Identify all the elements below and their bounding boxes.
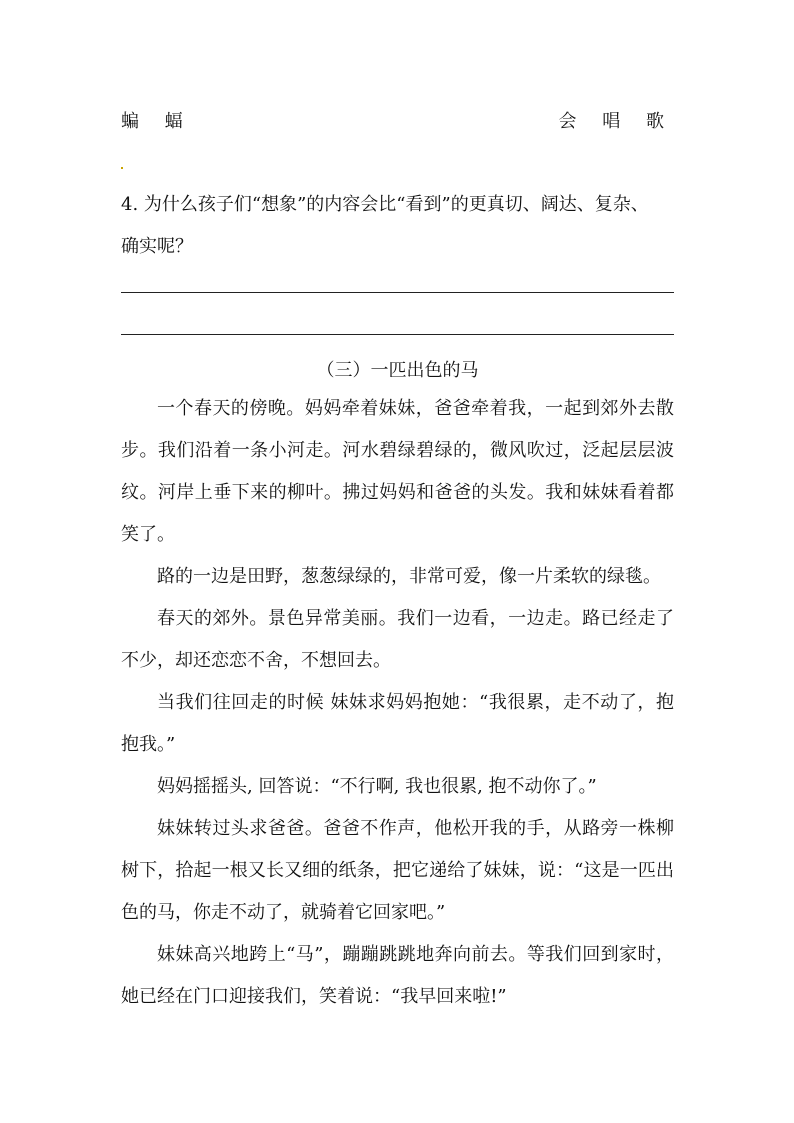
question-4-line-2: 确实呢？ (121, 236, 193, 257)
section-title: （三）一匹出色的马 (316, 360, 479, 381)
answer-line-2[interactable] (121, 334, 674, 335)
paragraph-5: 妈妈摇摇头, 回答说：“不行啊, 我也很累, 抱不动你了。” (157, 776, 597, 797)
word-row (121, 107, 674, 133)
paragraph-2: 路的一边是田野，葱葱绿绿的，非常可爱，像一片柔软的绿毯。 (157, 566, 661, 587)
answer-line-1[interactable] (121, 292, 674, 293)
paragraph-6: 妹妹转过头求爸爸。爸爸不作声，他松开我的手，从路旁一株柳树下，拾起一根又长又细的纸条，把它递给了妹妹，说：“这是一匹出色的马，你走不动了，就骑着它回家吧。” (121, 818, 674, 923)
word-can-sing: 会 唱 歌 (558, 111, 674, 132)
question-4-line-1: 4. 为什么孩子们“想象”的内容会比“看到”的更真切、阔达、复杂、 (121, 194, 649, 215)
word-bat: 蝙 蝠 (121, 111, 193, 132)
paragraph-3: 春天的郊外。景色异常美丽。我们一边看，一边走。路已经走了不少，却还恋恋不舍，不想回去。 (121, 608, 674, 671)
paragraph-4: 当我们往回走的时候 妹妹求妈妈抱她：“我很累，走不动了，抱抱我。” (121, 692, 674, 755)
paragraph-1: 一个春天的傍晚。妈妈牵着妹妹，爸爸牵着我，一起到郊外去散步。我们沿着一条小河走。河水碧绿碧绿的，微风吹过，泛起层层波纹。河岸上垂下来的柳叶。拂过妈妈和爸爸的头发。我和妹妹看着都笑了。 (121, 398, 674, 545)
paragraph-7: 妹妹高兴地跨上“马”，蹦蹦跳跳地奔向前去。等我们回到家时，她已经在门口迎接我们，笑着说：“我早回来啦!” (121, 944, 674, 1007)
yellow-dot-mark (121, 167, 123, 169)
